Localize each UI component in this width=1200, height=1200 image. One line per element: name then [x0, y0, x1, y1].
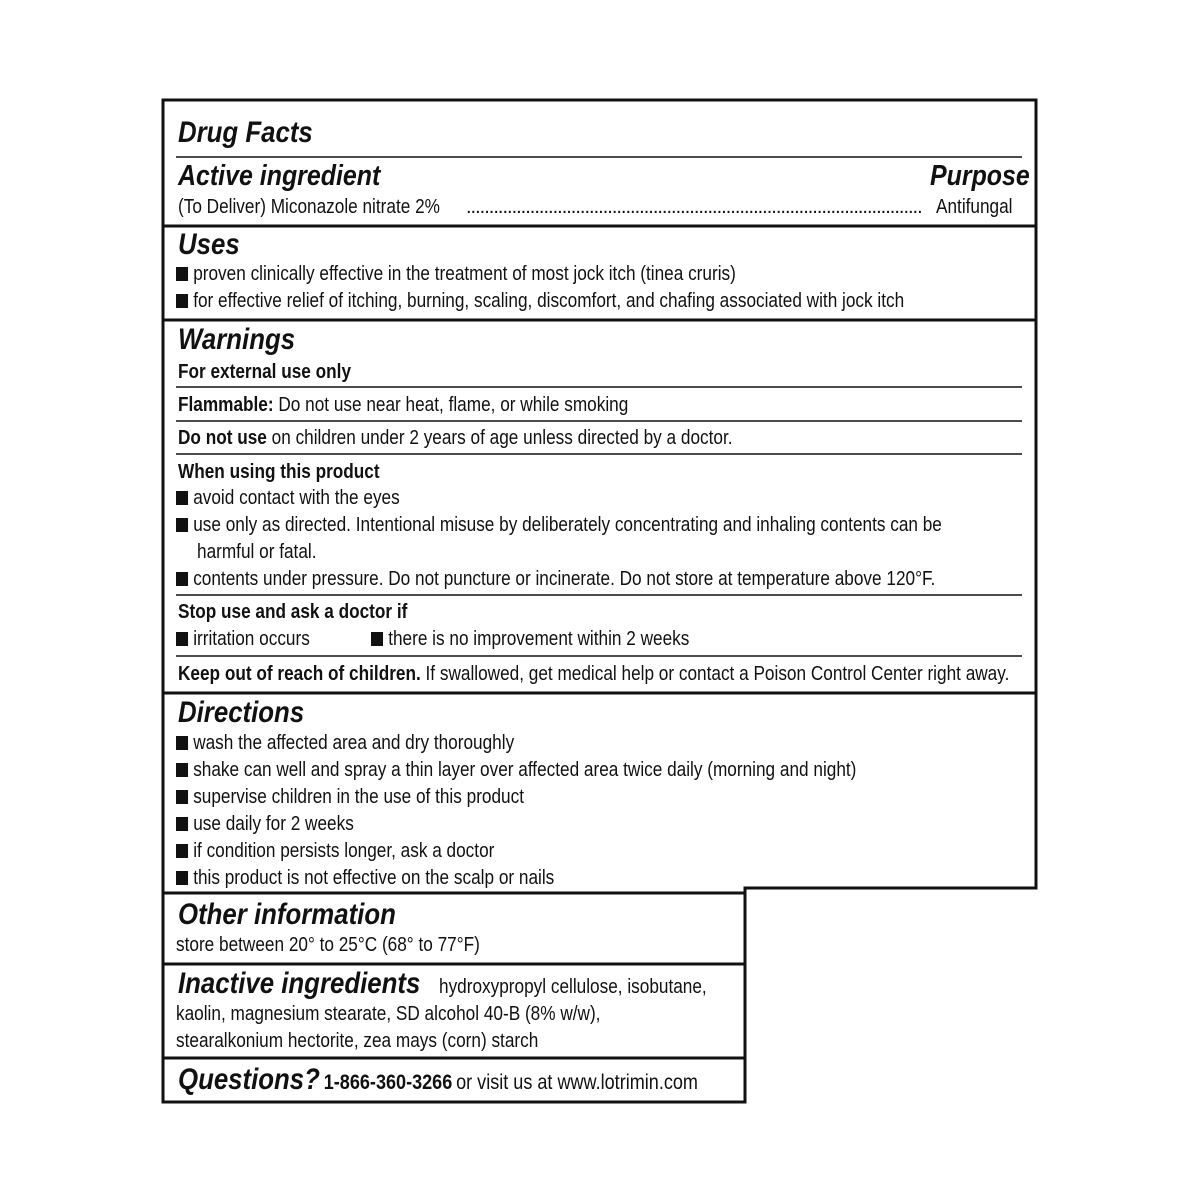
inactive-ingredients-heading: Inactive ingredients: [178, 967, 421, 1000]
phone-number: 1-866-360-3266: [323, 1071, 453, 1094]
flammable-warning: Flammable: Do not use near heat, flame, or while smoking: [178, 394, 629, 416]
directions-item-1: wash the affected area and dry thoroughly: [176, 730, 514, 757]
uses-heading: Uses: [178, 228, 240, 261]
stop-use-heading: Stop use and ask a doctor if: [178, 601, 408, 623]
warnings-heading: Warnings: [178, 323, 296, 356]
bullet-icon: [176, 518, 188, 532]
bullet-icon: [176, 294, 188, 308]
stop-use-item-1: irritation occurs: [176, 626, 310, 653]
directions-item-6: this product is not effective on the scalp or nails: [176, 865, 554, 892]
other-info-heading: Other information: [178, 898, 396, 931]
uses-item-1: proven clinically effective in the treatment of most jock itch (tinea cruris): [176, 261, 736, 288]
active-ingredient-heading: Active ingredient: [178, 160, 381, 192]
bullet-icon: [176, 844, 188, 858]
bullet-icon: [176, 572, 188, 586]
questions-heading: Questions?: [178, 1063, 320, 1096]
bullet-icon: [176, 790, 188, 804]
inactive-ingredients-line-1: hydroxypropyl cellulose, isobutane,: [439, 976, 707, 998]
inactive-ingredients-line-3: stearalkonium hectorite, zea mays (corn) starch: [176, 1030, 539, 1052]
when-using-item-1: avoid contact with the eyes: [176, 485, 400, 512]
bullet-icon: [176, 632, 188, 646]
directions-item-5: if condition persists longer, ask a doctor: [176, 838, 494, 865]
when-using-item-2-cont: harmful or fatal.: [197, 541, 317, 563]
stop-use-item-2: there is no improvement within 2 weeks: [371, 626, 689, 653]
do-not-use-warning: Do not use on children under 2 years of age unless directed by a doctor.: [178, 427, 733, 449]
directions-item-4: use daily for 2 weeks: [176, 811, 354, 838]
when-using-item-3: contents under pressure. Do not puncture or incinerate. Do not store at temperature above 120°F.: [176, 566, 935, 593]
page-title: Drug Facts: [178, 116, 313, 149]
questions-line: [178, 1064, 698, 1096]
leader-dots: ....................................................................................................: [466, 196, 922, 218]
other-info-text: store between 20° to 25°C (68° to 77°F): [176, 934, 480, 956]
bullet-icon: [371, 632, 383, 646]
bullet-icon: [176, 763, 188, 777]
purpose-text: Antifungal: [936, 196, 1013, 218]
bullet-icon: [176, 267, 188, 281]
directions-heading: Directions: [178, 696, 305, 729]
inactive-ingredients-line-2: kaolin, magnesium stearate, SD alcohol 40-B (8% w/w),: [176, 1003, 601, 1025]
bullet-icon: [176, 491, 188, 505]
website-text: or visit us at www.lotrimin.com: [456, 1071, 698, 1094]
directions-item-3: supervise children in the use of this product: [176, 784, 524, 811]
when-using-heading: When using this product: [178, 461, 380, 483]
keep-out-warning: Keep out of reach of children. If swallowed, get medical help or contact a Poison Control Center right away.: [178, 663, 1010, 685]
bullet-icon: [176, 871, 188, 885]
uses-item-2: for effective relief of itching, burning, scaling, discomfort, and chafing associated with jock itch: [176, 288, 904, 315]
active-ingredient-text: (To Deliver) Miconazole nitrate 2%: [178, 196, 440, 218]
bullet-icon: [176, 817, 188, 831]
when-using-item-2: use only as directed. Intentional misuse by deliberately concentrating and inhaling contents can be: [176, 512, 942, 539]
bullet-icon: [176, 736, 188, 750]
directions-item-2: shake can well and spray a thin layer over affected area twice daily (morning and night): [176, 757, 856, 784]
purpose-heading: Purpose: [930, 160, 1030, 192]
external-use-text: For external use only: [178, 361, 352, 383]
